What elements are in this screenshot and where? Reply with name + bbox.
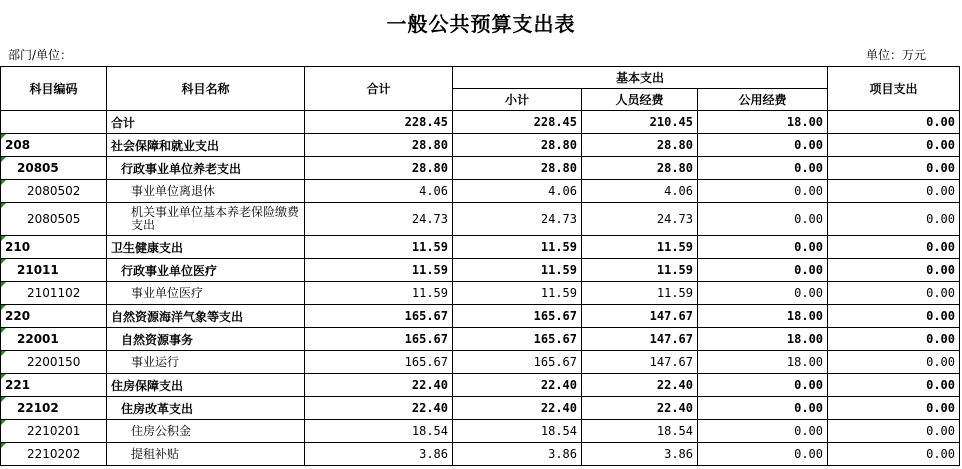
- header-code: 科目编码: [1, 67, 107, 111]
- table-row: [1, 397, 960, 420]
- cell-name: 卫生健康支出: [107, 236, 305, 259]
- cell-code: 20805: [1, 157, 107, 180]
- cell-public: 0.00: [698, 259, 828, 282]
- cell-total: 165.67: [305, 351, 453, 374]
- cell-name: 提租补贴: [107, 443, 305, 466]
- table-row: [1, 282, 960, 305]
- cell-personnel: 11.59: [582, 259, 698, 282]
- cell-total: 11.59: [305, 259, 453, 282]
- department-label: 部门/单位：: [8, 48, 73, 62]
- cell-subtotal: 11.59: [453, 282, 582, 305]
- cell-code: 220: [1, 305, 107, 328]
- cell-project: 0.00: [828, 351, 960, 374]
- cell-total: 28.80: [305, 134, 453, 157]
- cell-code: 2210201: [1, 420, 107, 443]
- cell-project: 0.00: [828, 305, 960, 328]
- cell-subtotal: 228.45: [453, 111, 582, 134]
- table-row: [1, 236, 960, 259]
- table-row: [1, 328, 960, 351]
- cell-public: 18.00: [698, 328, 828, 351]
- cell-name: 自然资源事务: [107, 328, 305, 351]
- table-row: [1, 157, 960, 180]
- cell-name: 事业单位医疗: [107, 282, 305, 305]
- table-row: [1, 305, 960, 328]
- header-public: 公用经费: [698, 89, 828, 111]
- cell-total: 165.67: [305, 305, 453, 328]
- cell-project: 0.00: [828, 180, 960, 203]
- cell-code: 208: [1, 134, 107, 157]
- cell-name: 事业单位离退休: [107, 180, 305, 203]
- table-row: [1, 374, 960, 397]
- table-row: [1, 351, 960, 374]
- cell-public: 0.00: [698, 282, 828, 305]
- cell-personnel: 24.73: [582, 203, 698, 236]
- cell-subtotal: 11.59: [453, 259, 582, 282]
- cell-project: 0.00: [828, 157, 960, 180]
- cell-code: 210: [1, 236, 107, 259]
- cell-subtotal: 22.40: [453, 397, 582, 420]
- cell-name: 自然资源海洋气象等支出: [107, 305, 305, 328]
- cell-subtotal: 28.80: [453, 134, 582, 157]
- table-row: [1, 111, 960, 134]
- cell-project: 0.00: [828, 259, 960, 282]
- cell-code: 2210202: [1, 443, 107, 466]
- page-title: 一般公共预算支出表: [386, 12, 576, 36]
- cell-public: 18.00: [698, 351, 828, 374]
- cell-subtotal: 28.80: [453, 157, 582, 180]
- cell-public: 0.00: [698, 180, 828, 203]
- cell-public: 0.00: [698, 203, 828, 236]
- cell-code: 2080502: [1, 180, 107, 203]
- cell-personnel: 11.59: [582, 236, 698, 259]
- cell-project: 0.00: [828, 203, 960, 236]
- cell-project: 0.00: [828, 328, 960, 351]
- cell-total: 18.54: [305, 420, 453, 443]
- cell-code: 2200150: [1, 351, 107, 374]
- table-row: [1, 134, 960, 157]
- cell-personnel: 22.40: [582, 397, 698, 420]
- cell-subtotal: 18.54: [453, 420, 582, 443]
- cell-personnel: 147.67: [582, 328, 698, 351]
- cell-public: 0.00: [698, 157, 828, 180]
- cell-subtotal: 3.86: [453, 443, 582, 466]
- cell-total: 28.80: [305, 157, 453, 180]
- cell-personnel: 210.45: [582, 111, 698, 134]
- cell-name: 机关事业单位基本养老保险缴费支出: [107, 203, 305, 236]
- header-total: 合计: [305, 67, 453, 111]
- cell-personnel: 28.80: [582, 134, 698, 157]
- cell-project: 0.00: [828, 282, 960, 305]
- cell-public: 0.00: [698, 236, 828, 259]
- cell-name: 住房保障支出: [107, 374, 305, 397]
- cell-subtotal: 165.67: [453, 351, 582, 374]
- budget-table: [0, 66, 960, 466]
- cell-public: 0.00: [698, 134, 828, 157]
- cell-name: 事业运行: [107, 351, 305, 374]
- table-row: [1, 420, 960, 443]
- cell-code: 21011: [1, 259, 107, 282]
- table-row: [1, 443, 960, 466]
- cell-total: 11.59: [305, 282, 453, 305]
- cell-public: 0.00: [698, 397, 828, 420]
- cell-public: 18.00: [698, 111, 828, 134]
- cell-total: 228.45: [305, 111, 453, 134]
- cell-code: 2080505: [1, 203, 107, 236]
- unit-label: 单位：万元: [865, 48, 926, 62]
- cell-project: 0.00: [828, 443, 960, 466]
- cell-name: 住房改革支出: [107, 397, 305, 420]
- table-row: [1, 180, 960, 203]
- header-personnel: 人员经费: [582, 89, 698, 111]
- cell-public: 18.00: [698, 305, 828, 328]
- cell-personnel: 147.67: [582, 305, 698, 328]
- cell-subtotal: 165.67: [453, 328, 582, 351]
- header-project: 项目支出: [828, 67, 960, 111]
- cell-subtotal: 24.73: [453, 203, 582, 236]
- header-subtotal: 小计: [453, 89, 582, 111]
- cell-personnel: 147.67: [582, 351, 698, 374]
- cell-name: 行政事业单位养老支出: [107, 157, 305, 180]
- cell-code: 221: [1, 374, 107, 397]
- cell-personnel: 3.86: [582, 443, 698, 466]
- cell-project: 0.00: [828, 134, 960, 157]
- cell-code: 22102: [1, 397, 107, 420]
- cell-total: 11.59: [305, 236, 453, 259]
- cell-project: 0.00: [828, 236, 960, 259]
- cell-project: 0.00: [828, 397, 960, 420]
- cell-personnel: 18.54: [582, 420, 698, 443]
- cell-subtotal: 165.67: [453, 305, 582, 328]
- cell-code: 2101102: [1, 282, 107, 305]
- cell-public: 0.00: [698, 374, 828, 397]
- table-row: [1, 259, 960, 282]
- table-row: [1, 203, 960, 236]
- cell-total: 165.67: [305, 328, 453, 351]
- header-basic: 基本支出: [453, 67, 828, 89]
- cell-name: 行政事业单位医疗: [107, 259, 305, 282]
- cell-name: 住房公积金: [107, 420, 305, 443]
- cell-code: 22001: [1, 328, 107, 351]
- cell-total: 22.40: [305, 397, 453, 420]
- cell-personnel: 28.80: [582, 157, 698, 180]
- header-name: 科目名称: [107, 67, 305, 111]
- cell-code: [1, 111, 107, 134]
- cell-project: 0.00: [828, 420, 960, 443]
- cell-public: 0.00: [698, 443, 828, 466]
- cell-total: 22.40: [305, 374, 453, 397]
- cell-name: 社会保障和就业支出: [107, 134, 305, 157]
- cell-personnel: 22.40: [582, 374, 698, 397]
- cell-subtotal: 22.40: [453, 374, 582, 397]
- cell-name: 合计: [107, 111, 305, 134]
- cell-subtotal: 4.06: [453, 180, 582, 203]
- cell-project: 0.00: [828, 374, 960, 397]
- cell-personnel: 11.59: [582, 282, 698, 305]
- cell-project: 0.00: [828, 111, 960, 134]
- cell-total: 3.86: [305, 443, 453, 466]
- cell-total: 4.06: [305, 180, 453, 203]
- cell-subtotal: 11.59: [453, 236, 582, 259]
- cell-public: 0.00: [698, 420, 828, 443]
- cell-total: 24.73: [305, 203, 453, 236]
- cell-personnel: 4.06: [582, 180, 698, 203]
